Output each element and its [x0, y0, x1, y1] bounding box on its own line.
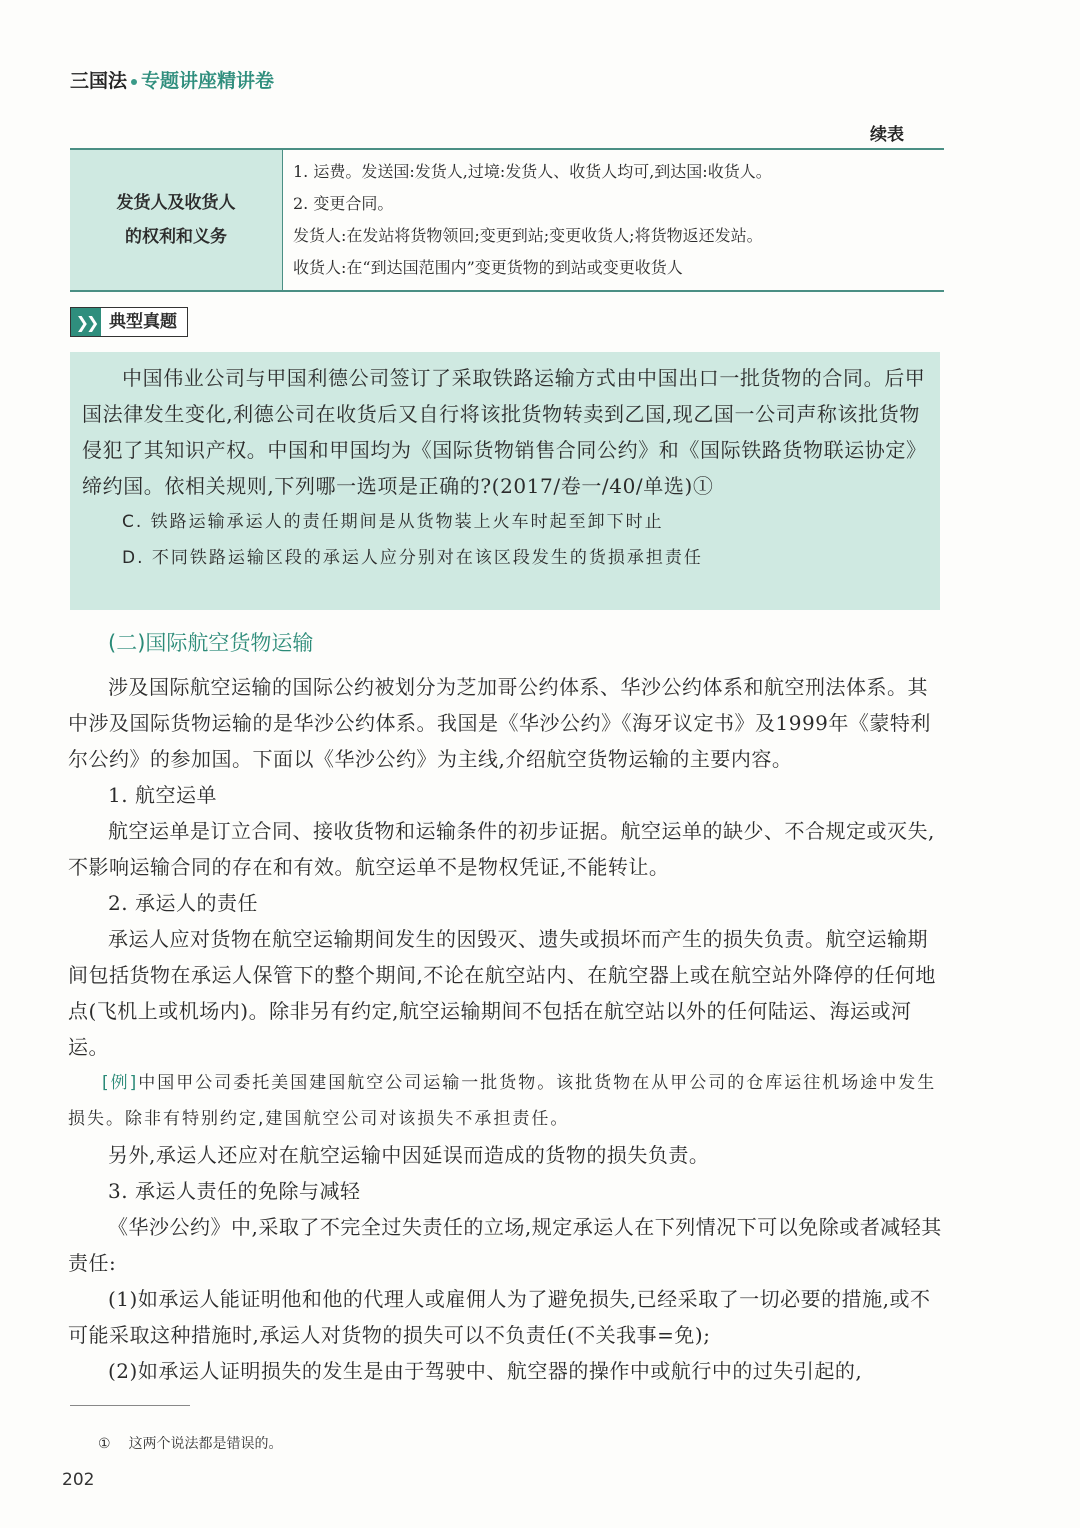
exemption-item-1: (1)如承运人能证明他和他的代理人或雇佣人为了避免损失,已经采取了一切必要的措施,或不可能采取这种措施时,承运人对货物的损失可以不负责任(不关我事=免); [68, 1287, 931, 1347]
question-stem: 中国伟业公司与甲国利德公司签订了采取铁路运输方式由中国出口一批货物的合同。后甲国法律发生变化,利德公司在收货后又自行将该批货物转卖到乙国,现乙国一公司声称该批货物侵犯了其知识产权。中国和甲国均为《国际货物销售合同公约》和《国际铁路货物联运协定》缔约国。依相关规则,下列哪一选项是正确的?(2017/卷一/40/单选)① [82, 366, 927, 498]
footnote-mark: ① [98, 1436, 111, 1452]
rights-line: 发货人:在发站将货物领回;变更到站;变更收货人;将货物返还发站。 [293, 226, 763, 245]
rights-table-head [70, 149, 283, 291]
table-continued-label: 续表 [870, 125, 904, 145]
rights-table-body [283, 149, 945, 291]
paragraph-delay: 另外,承运人还应对在航空运输中因延误而造成的货物的损失负责。 [108, 1143, 710, 1167]
tag-label: 典型真题 [109, 312, 177, 332]
book-title: 三国法 [70, 70, 128, 92]
heading-air-waybill: 1. 航空运单 [108, 783, 217, 807]
footnote-text: 这两个说法都是错误的。 [128, 1436, 283, 1452]
series-title: 专题讲座精讲卷 [141, 70, 275, 92]
double-chevron-icon: ❯❯ [71, 308, 101, 336]
rights-line: 2. 变更合同。 [293, 194, 394, 213]
rights-line: 1. 运费。发送国:发货人,过境:发货人、收货人均可,到达国:收货人。 [293, 162, 772, 181]
typical-question-tag [70, 307, 188, 337]
body-text [68, 669, 944, 1389]
option-c: C. 铁路运输承运人的责任期间是从货物装上火车时起至卸下时止 [122, 512, 664, 532]
paragraph-air-waybill: 航空运单是订立合同、接收货物和运输条件的初步证据。航空运单的缺少、不合规定或灭失,不影响运输合同的存在和有效。航空运单不是物权凭证,不能转让。 [68, 819, 935, 879]
intro-paragraph: 涉及国际航空运输的国际公约被划分为芝加哥公约体系、华沙公约体系和航空刑法体系。其中涉及国际货物运输的是华沙公约体系。我国是《华沙公约》《海牙议定书》及1999年《蒙特利尔公约》的参加国。下面以《华沙公约》为主线,介绍航空货物运输的主要内容。 [68, 675, 931, 771]
rights-line: 收货人:在“到达国范围内”变更货物的到站或变更收货人 [293, 258, 683, 277]
example-paragraph [68, 1065, 944, 1137]
paragraph-exemption: 《华沙公约》中,采取了不完全过失责任的立场,规定承运人在下列情况下可以免除或者减轻其责任: [68, 1215, 942, 1275]
example-tag: [例] [102, 1073, 139, 1093]
rights-head-line2: 的权利和义务 [125, 227, 227, 247]
heading-exemption: 3. 承运人责任的免除与减轻 [108, 1179, 361, 1203]
exemption-item-2: (2)如承运人证明损失的发生是由于驾驶中、航空器的操作中或航行中的过失引起的, [108, 1359, 863, 1383]
example-text: 中国甲公司委托美国建国航空公司运输一批货物。该批货物在从甲公司的仓库运往机场途中发生损失。除非有特别约定,建国航空公司对该损失不承担责任。 [68, 1073, 937, 1129]
page-number: 202 [62, 1470, 95, 1490]
rights-table [70, 148, 944, 292]
header-dot [131, 79, 137, 85]
section-title: (二)国际航空货物运输 [108, 631, 314, 655]
footnote [98, 1433, 301, 1453]
option-d: D. 不同铁路运输区段的承运人应分别对在该区段发生的货损承担责任 [122, 548, 703, 568]
footnote-divider [70, 1405, 190, 1406]
question-box [70, 352, 940, 610]
rights-head-line1: 发货人及收货人 [116, 193, 236, 213]
heading-carrier-liability: 2. 承运人的责任 [108, 891, 258, 915]
paragraph-carrier-liability: 承运人应对货物在航空运输期间发生的因毁灭、遗失或损坏而产生的损失负责。航空运输期间包括货物在承运人保管下的整个期间,不论在航空站内、在航空器上或在航空站外降停的任何地点(飞机上或机场内)。除非另有约定,航空运输期间不包括在航空站以外的任何陆运、海运或河运。 [68, 927, 936, 1059]
running-header [70, 66, 274, 93]
